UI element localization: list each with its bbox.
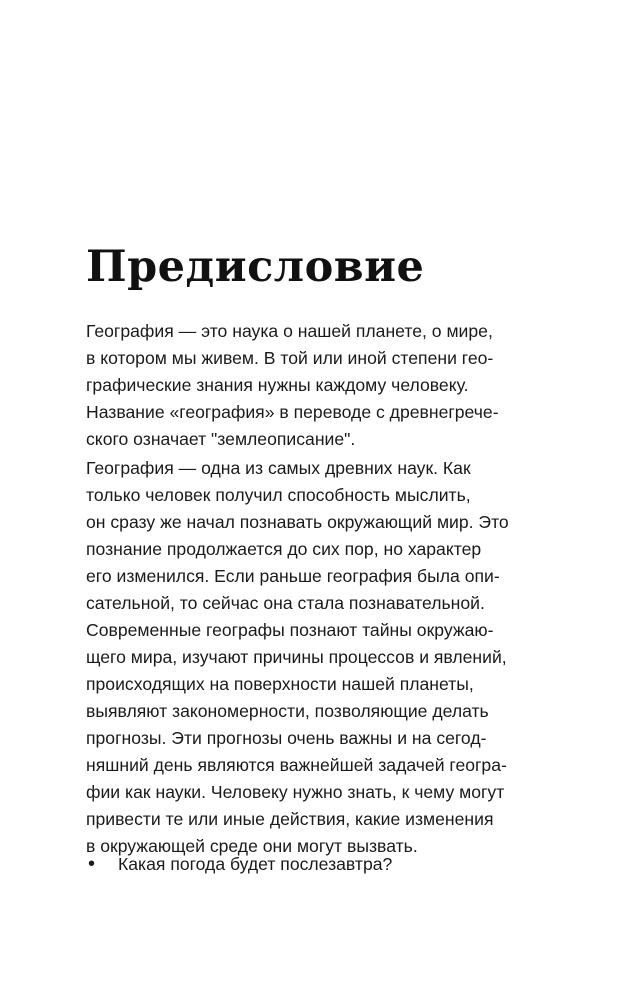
paragraph-line: его изменился. Если раньше география была опи-	[86, 566, 500, 586]
paragraph-line: фии как науки. Человеку нужно знать, к чему могут	[86, 782, 505, 802]
paragraph-line: он сразу же начал познавать окружающий мир. Это	[86, 512, 509, 532]
paragraph-line: Название «география» в переводе с древнегрече-	[86, 402, 499, 422]
paragraph-line: графические знания нужны каждому человеку.	[86, 375, 469, 395]
page-title: Предисловие	[86, 242, 425, 292]
paragraph-line: в котором мы живем. В той или иной степени гео-	[86, 348, 494, 368]
paragraph-line: щего мира, изучают причины процессов и явлений,	[86, 647, 507, 667]
paragraph-line: выявляют закономерности, позволяющие делать	[86, 701, 489, 721]
paragraph-1	[86, 318, 606, 453]
paragraph-line: Современные географы познают тайны окружаю-	[86, 620, 494, 640]
paragraph-line: География — это наука о нашей планете, о мире,	[86, 321, 493, 341]
paragraph-line: познание продолжается до сих пор, но характер	[86, 539, 482, 559]
paragraph-line: только человек получил способность мыслить,	[86, 485, 471, 505]
paragraph-line: сательной, то сейчас она стала познавательной.	[86, 593, 485, 613]
bullet-dot-icon: •	[88, 853, 96, 875]
paragraph-line: География — одна из самых древних наук. Как	[86, 458, 471, 478]
paragraph-2	[86, 455, 606, 860]
paragraph-line: привести те или иные действия, какие изменения	[86, 809, 494, 829]
paragraph-line: происходящих на поверхности нашей планеты,	[86, 674, 474, 694]
paragraph-line: няшний день являются важнейшей задачей геогра-	[86, 755, 507, 775]
paragraph-line: в окружающей среде они могут вызвать.	[86, 836, 418, 856]
paragraph-line: ского означает "землеописание".	[86, 429, 356, 449]
paragraph-line: прогнозы. Эти прогнозы очень важны и на сегод-	[86, 728, 487, 748]
bullet-text: Какая погода будет послезавтра?	[118, 854, 393, 874]
bullet-list-item	[86, 851, 606, 878]
